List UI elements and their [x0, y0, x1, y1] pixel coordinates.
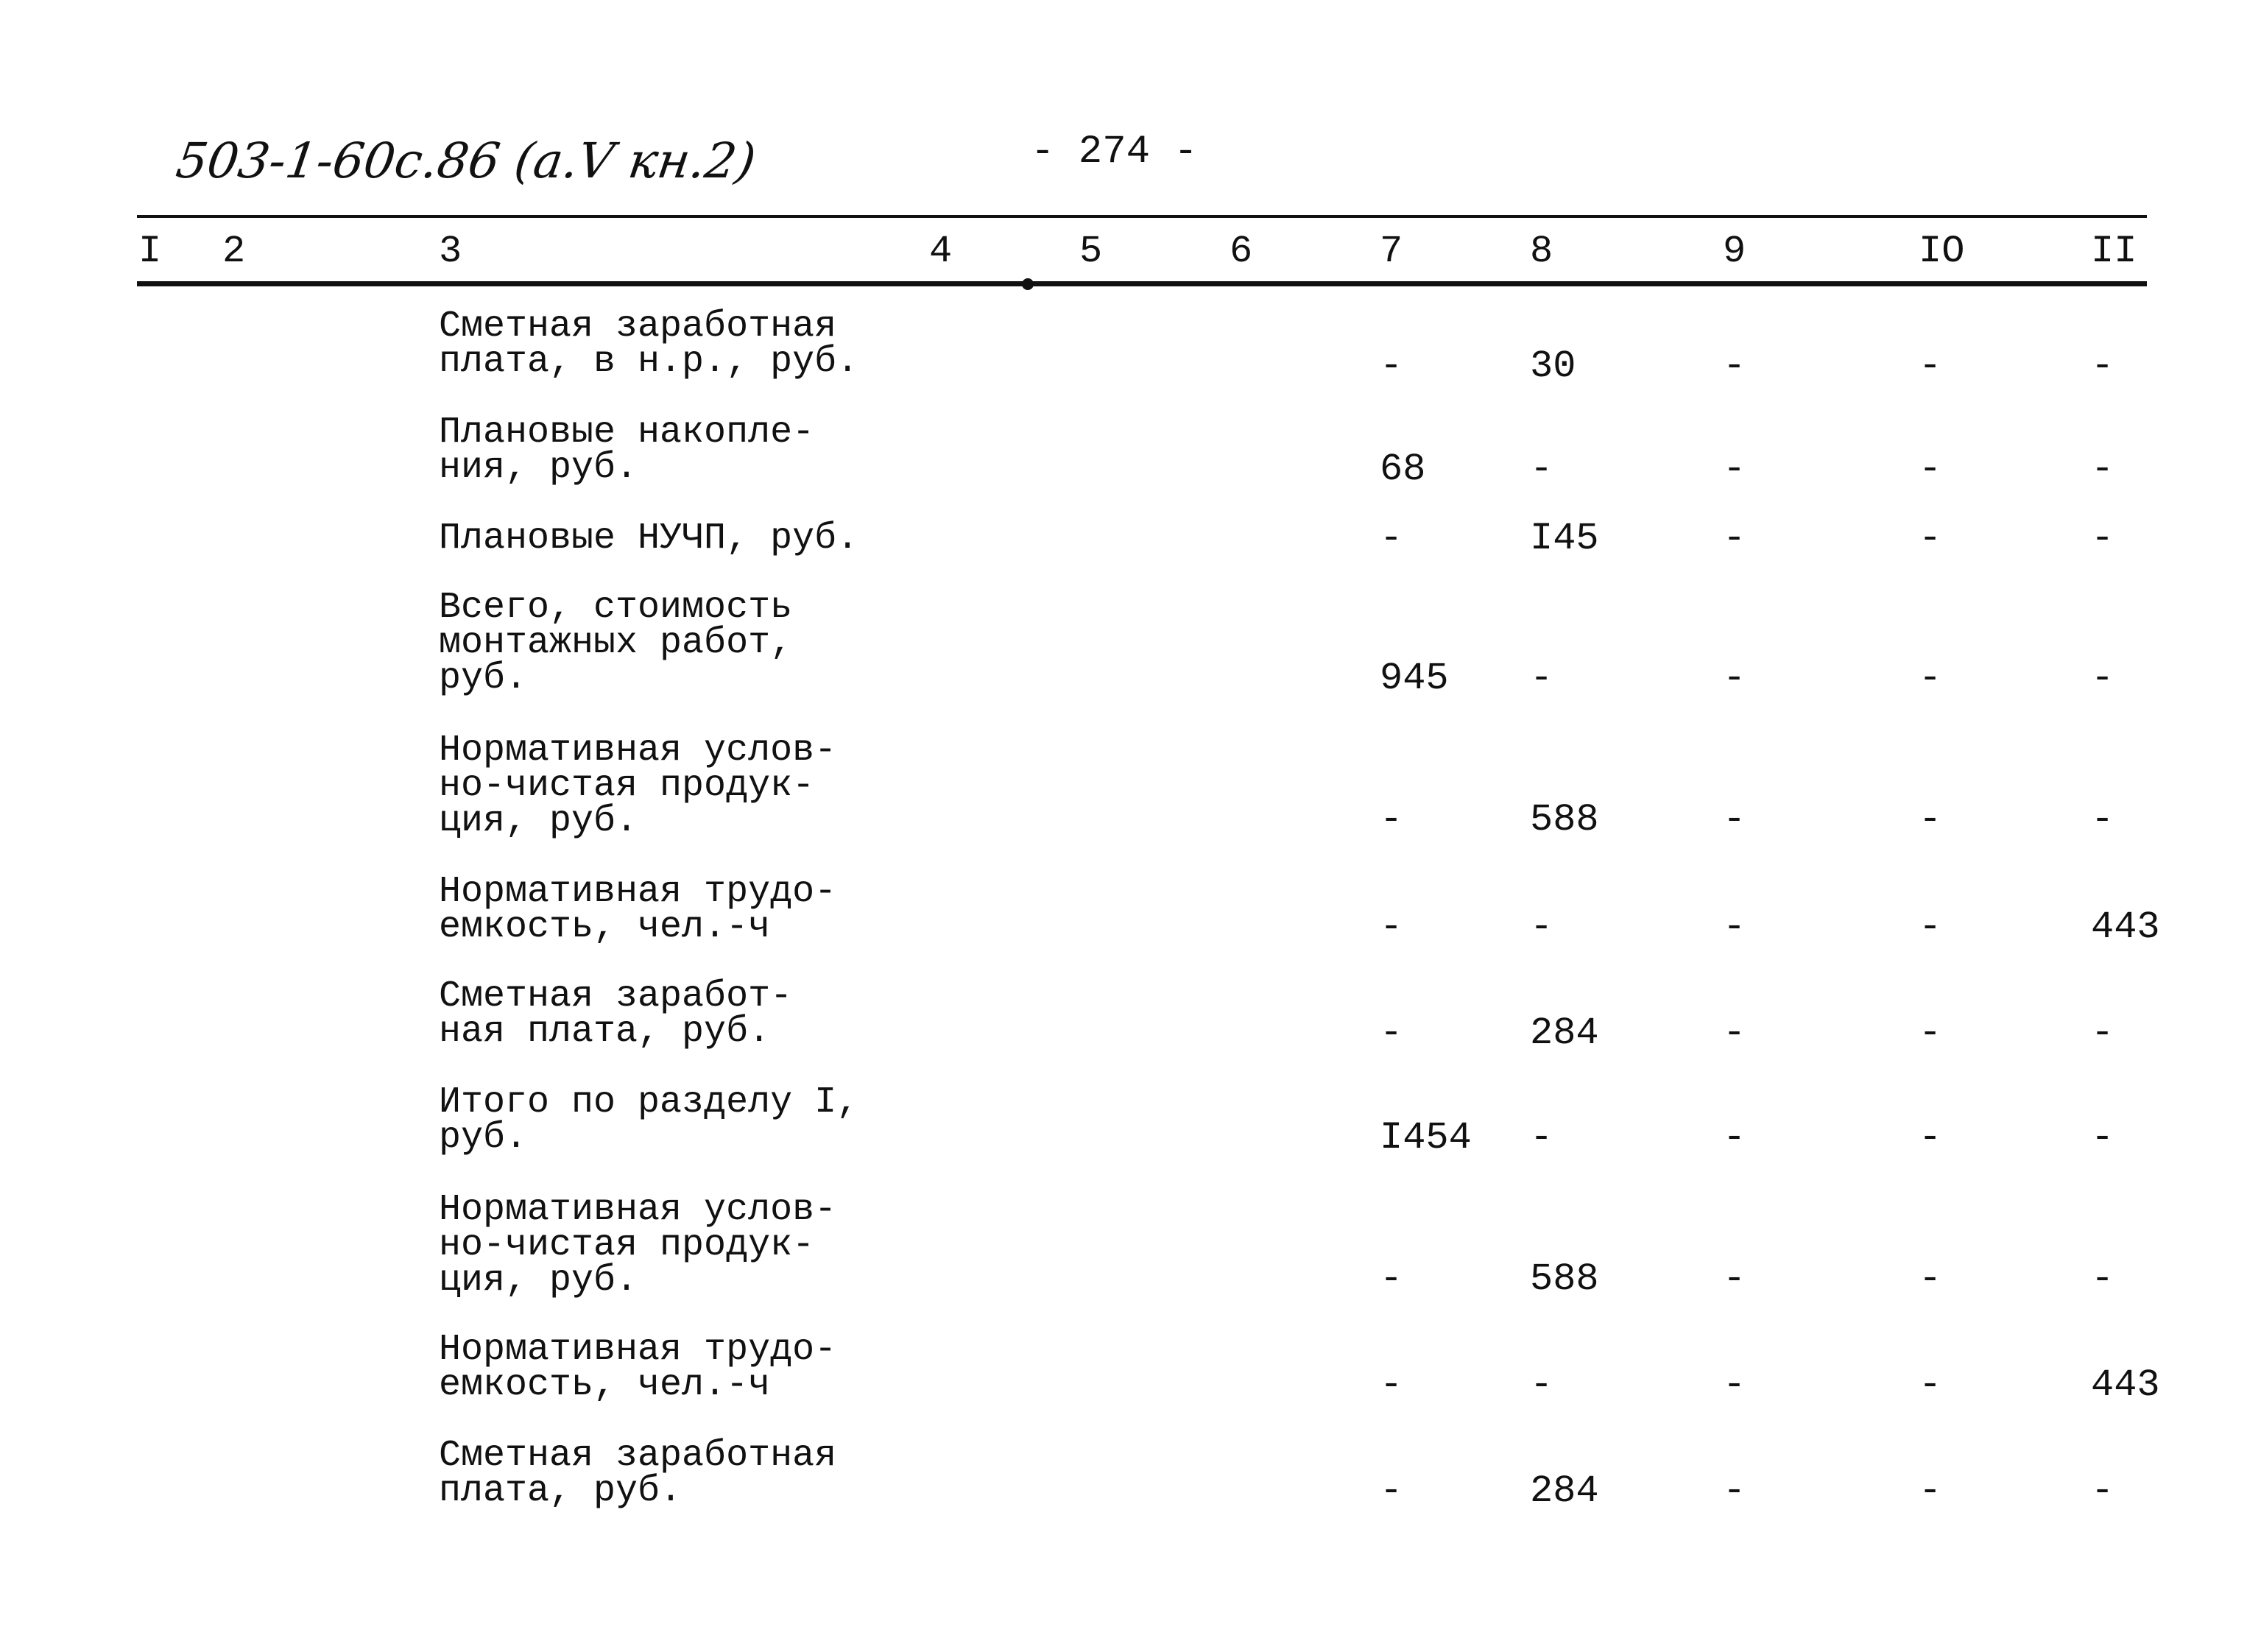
cell-col7: -: [1380, 345, 1403, 388]
column-header-10: IO: [1919, 230, 1965, 273]
column-header-9: 9: [1723, 230, 1746, 273]
cell-col10: -: [1919, 345, 1942, 388]
cell-col7: I454: [1380, 1116, 1472, 1159]
row-description: Итого по разделу I, руб.: [439, 1081, 859, 1159]
cell-col10: -: [1919, 1363, 1942, 1407]
column-header-11: II: [2091, 230, 2137, 273]
row-description: Сметная заработная плата, в н.р., руб.: [439, 306, 859, 383]
cell-col11: -: [2091, 1257, 2114, 1301]
cell-col9: -: [1723, 517, 1746, 560]
ink-dot: [1022, 278, 1034, 290]
cell-col10: -: [1919, 448, 1942, 491]
row-description: Нормативная трудо- емкость, чел.-ч: [439, 871, 837, 948]
cell-col7: 68: [1380, 448, 1426, 491]
cell-col8: -: [1530, 906, 1553, 949]
cell-col11: 443: [2091, 1363, 2160, 1407]
cell-col9: -: [1723, 798, 1746, 841]
cell-col7: -: [1380, 798, 1403, 841]
column-header-1: I: [138, 230, 162, 273]
cell-col9: -: [1723, 1363, 1746, 1407]
cell-col8: -: [1530, 1363, 1553, 1407]
cell-col11: -: [2091, 517, 2114, 560]
row-description: Плановые НУЧП, руб.: [439, 518, 859, 560]
cell-col7: 945: [1380, 657, 1449, 700]
table-header-rule: [137, 281, 2147, 286]
cell-col9: -: [1723, 1116, 1746, 1159]
cell-col8: -: [1530, 657, 1553, 700]
cell-col8: 588: [1530, 1257, 1599, 1301]
cell-col7: -: [1380, 1363, 1403, 1407]
column-header-2: 2: [222, 230, 246, 273]
cell-col11: -: [2091, 798, 2114, 841]
cell-col11: -: [2091, 345, 2114, 388]
cell-col8: 284: [1530, 1012, 1599, 1055]
cell-col7: -: [1380, 1012, 1403, 1055]
cell-col10: -: [1919, 1116, 1942, 1159]
cell-col10: -: [1919, 657, 1942, 700]
cell-col8: -: [1530, 448, 1553, 491]
row-description: Всего, стоимость монтажных работ, руб.: [439, 587, 793, 699]
row-description: Нормативная трудо- емкость, чел.-ч: [439, 1329, 837, 1406]
cell-col8: 30: [1530, 345, 1576, 388]
column-header-3: 3: [439, 230, 462, 273]
cell-col11: -: [2091, 1012, 2114, 1055]
column-header-6: 6: [1230, 230, 1253, 273]
cell-col10: -: [1919, 517, 1942, 560]
cell-col7: -: [1380, 906, 1403, 949]
cell-col9: -: [1723, 1012, 1746, 1055]
cell-col10: -: [1919, 906, 1942, 949]
cell-col7: -: [1380, 517, 1403, 560]
cell-col10: -: [1919, 798, 1942, 841]
row-description: Нормативная услов- но-чистая продук- ция, руб.: [439, 1189, 837, 1302]
row-description: Сметная заработ- ная плата, руб.: [439, 975, 793, 1053]
cell-col8: 588: [1530, 798, 1599, 841]
cell-col8: 284: [1530, 1469, 1599, 1513]
cell-col9: -: [1723, 345, 1746, 388]
cell-col9: -: [1723, 1257, 1746, 1301]
column-header-4: 4: [929, 230, 953, 273]
column-header-8: 8: [1530, 230, 1553, 273]
row-description: Плановые накопле- ния, руб.: [439, 412, 815, 489]
table-top-rule: [137, 215, 2147, 218]
cell-col7: -: [1380, 1257, 1403, 1301]
column-header-7: 7: [1380, 230, 1403, 273]
cell-col8: I45: [1530, 517, 1599, 560]
cell-col10: -: [1919, 1012, 1942, 1055]
cell-col7: -: [1380, 1469, 1403, 1513]
column-header-5: 5: [1079, 230, 1103, 273]
handwritten-document-code: 503-1-60с.86 (а.V кн.2): [172, 133, 760, 189]
cell-col11: 443: [2091, 906, 2160, 949]
cell-col8: -: [1530, 1116, 1553, 1159]
cell-col11: -: [2091, 1469, 2114, 1513]
cell-col9: -: [1723, 1469, 1746, 1513]
cell-col9: -: [1723, 906, 1746, 949]
cell-col11: -: [2091, 448, 2114, 491]
page-number: - 274 -: [1031, 130, 1198, 174]
row-description: Сметная заработная плата, руб.: [439, 1435, 837, 1512]
cell-col10: -: [1919, 1469, 1942, 1513]
cell-col9: -: [1723, 448, 1746, 491]
cell-col10: -: [1919, 1257, 1942, 1301]
cell-col11: -: [2091, 1116, 2114, 1159]
cell-col11: -: [2091, 657, 2114, 700]
row-description: Нормативная услов- но-чистая продук- ция, руб.: [439, 730, 837, 842]
cell-col9: -: [1723, 657, 1746, 700]
